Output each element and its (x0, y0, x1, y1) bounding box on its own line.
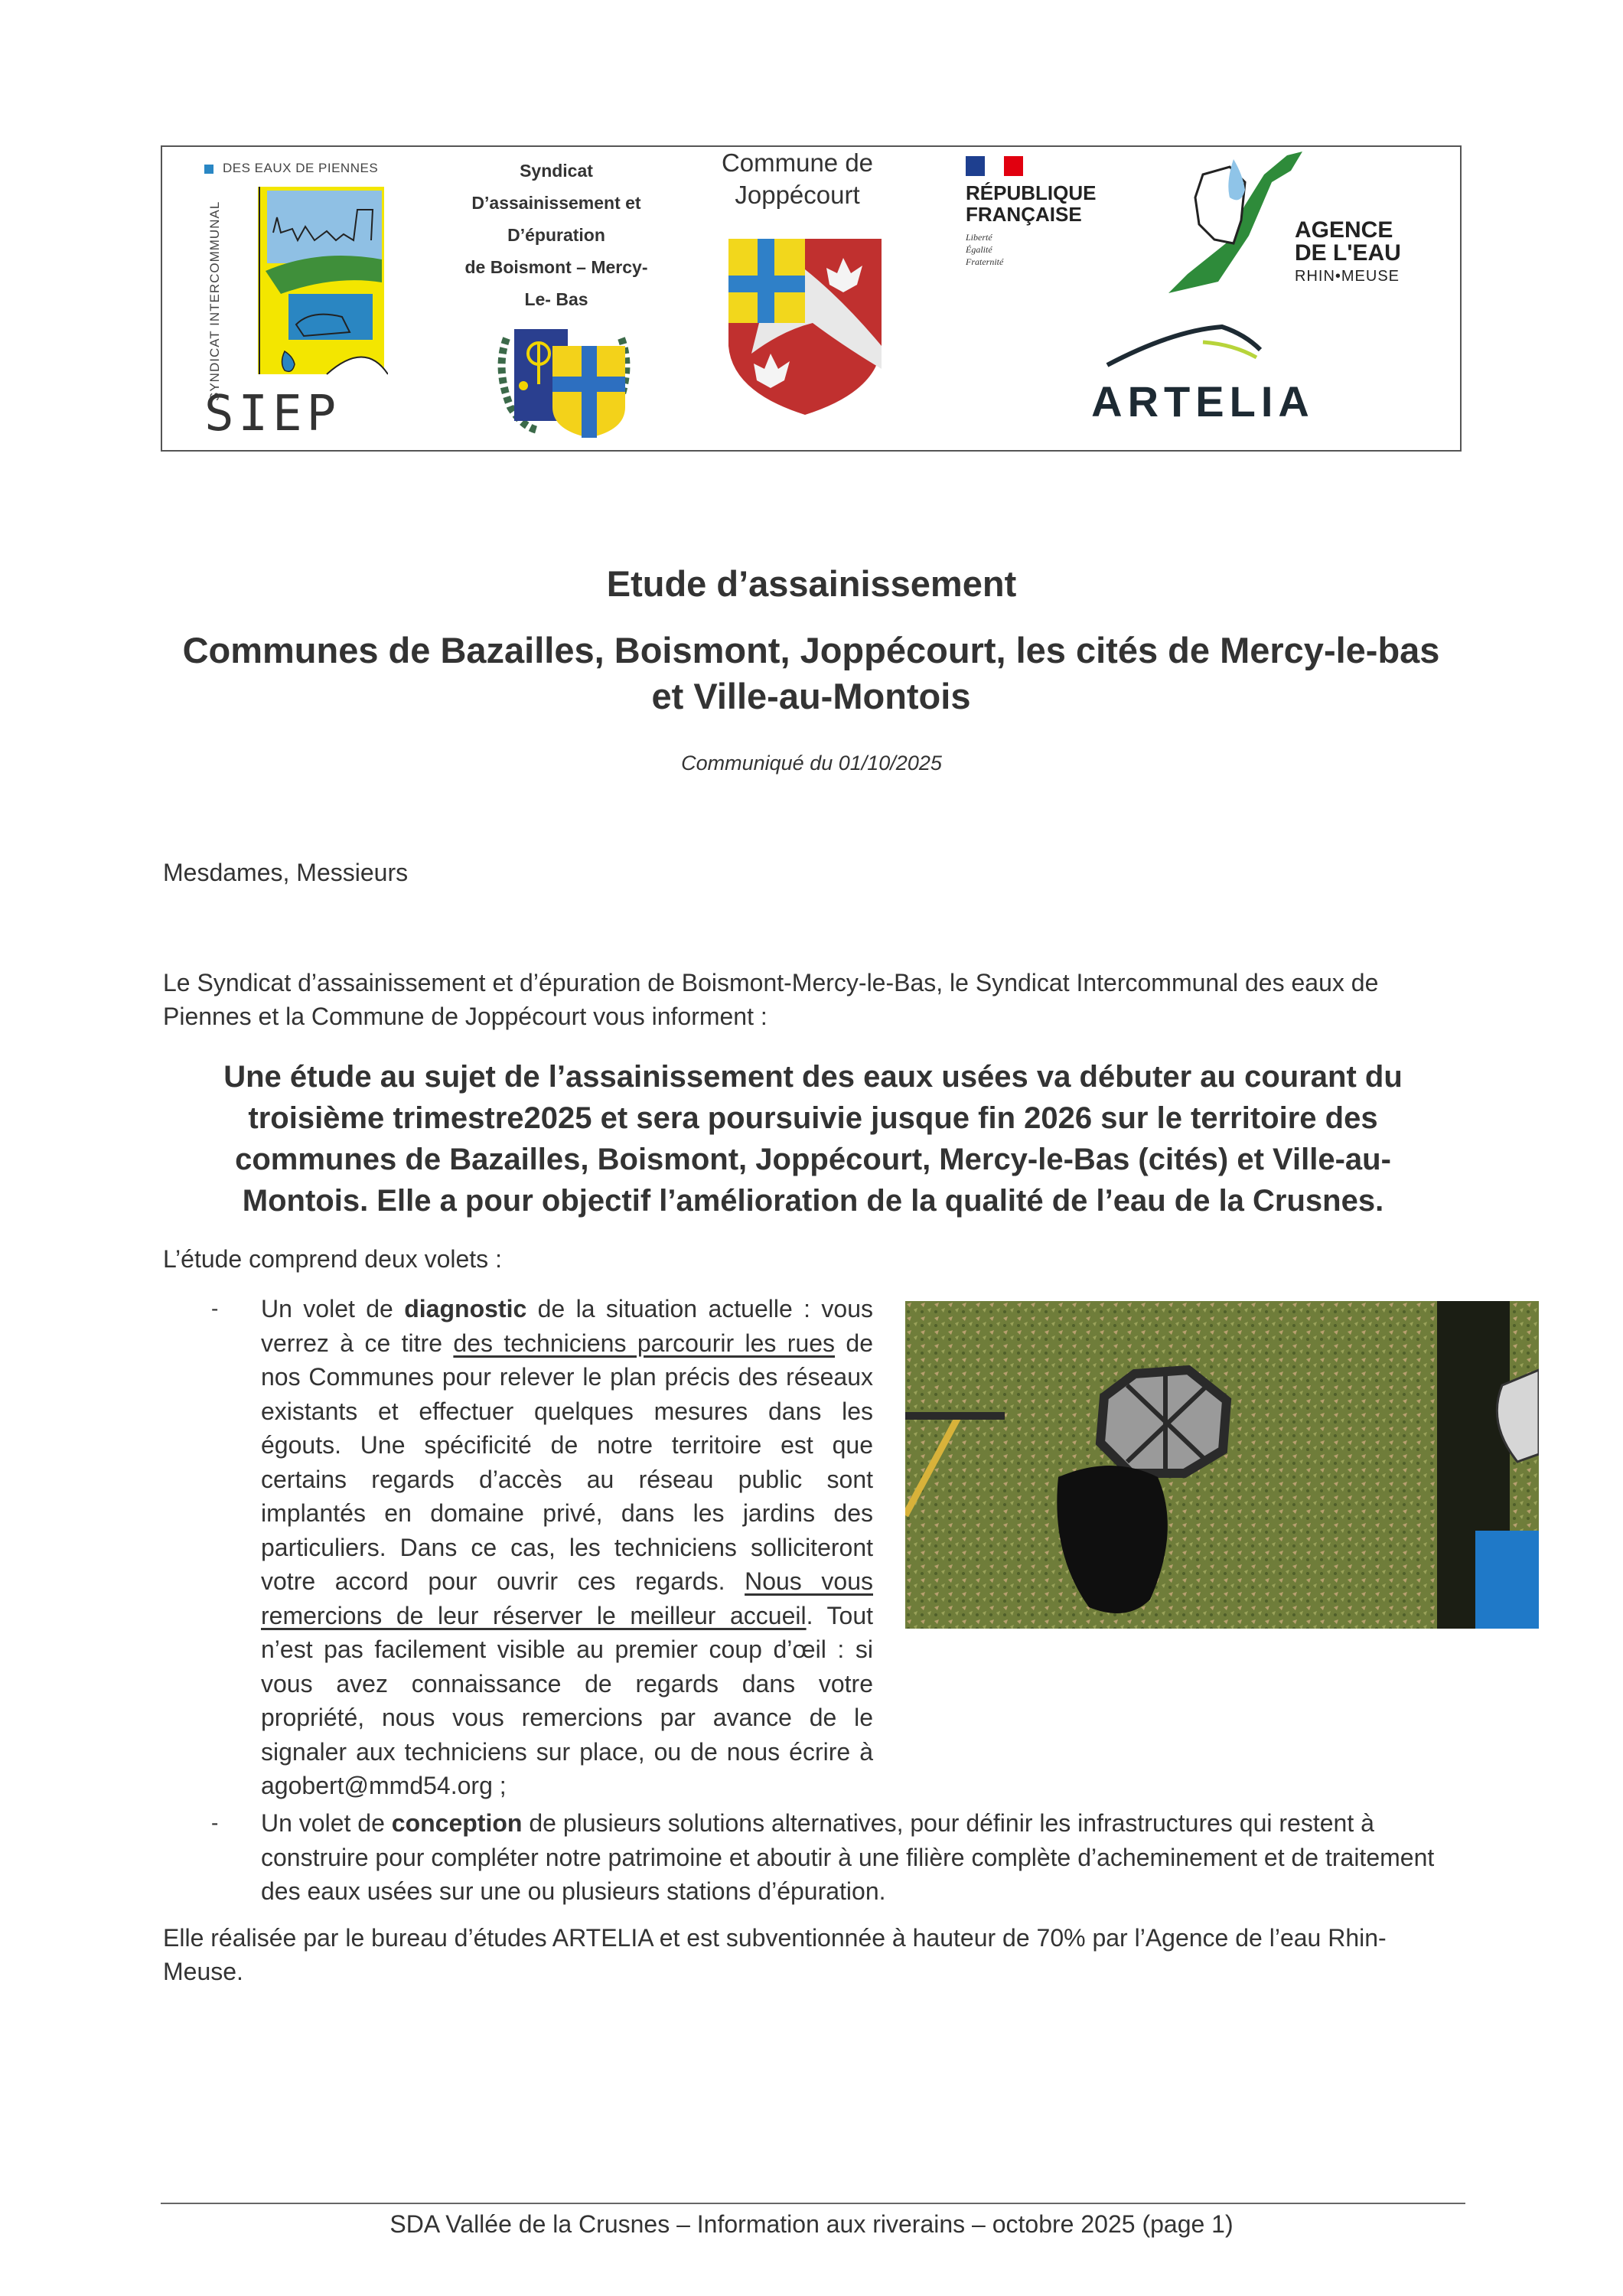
artelia-swoosh-icon (1058, 323, 1348, 384)
salutation: Mesdames, Messieurs (163, 859, 409, 886)
volets-intro: L’étude comprend deux volets : (163, 1245, 502, 1273)
marianne-flag-icon (966, 156, 1023, 176)
bullet-dash: - (211, 1811, 219, 1835)
boismont-crest-icon (491, 323, 637, 438)
joppecourt-crest-icon (728, 239, 882, 415)
syndicat-name: Syndicat D’assainissement et D’épuration de Boismont – Mercy- Le- Bas (464, 161, 648, 309)
republique-francaise-logo: RÉPUBLIQUE FRANÇAISE Liberté Égalité Fraternité (966, 156, 1134, 268)
underlined-phrase: Nous vous remercions de leur réserver le meilleur accueil (261, 1567, 873, 1629)
commune-name: Commune de Joppécourt (721, 148, 874, 209)
volet-conception: Un volet de conception de plusieurs solutions alternatives, pour définir les infrastructures qui restent à construire pour compléter notre patrimoine et aboutir à une filière complète d’acheminement et de traitement des eaux usées sur une ou plusieurs stations d’épuration. (261, 1809, 1435, 1905)
manhole-photo (905, 1301, 1539, 1629)
bullet-dash: - (211, 1296, 219, 1320)
communique-date: Communiqué du 01/10/2025 (681, 752, 942, 775)
manhole-photo-image (905, 1301, 1539, 1629)
agence-eau-logo: AGENCE DE L'EAU RHIN•MEUSE (1157, 152, 1432, 297)
siep-top-text: DES EAUX DE PIENNES (223, 161, 379, 175)
document-title: Etude d’assainissement (606, 563, 1017, 604)
volet-diagnostic: Un volet de diagnostic de la situation actuelle : vous verrez à ce titre des techniciens parcourir les rues de nos Communes pour relever le plan précis des réseaux existants et effectuer quelques mesures dans les égouts. Une spécificité de notre territoire est que certains regards d’accès au réseau public sont implantés en domaine privé, dans les jardins des particuliers. Dans ce cas, les techniciens solliciteront votre accord pour ouvrir ces regards. Nous vous remercions de leur réserver le meilleur accueil. Tout n’est pas facilement visible au premier coup d’œil : si vous avez connaissance de regards dans votre propriété, nous vous remercions par avance de le signaler aux techniciens sur place, ou de nous écrire à agobert@mmd54.org ; (261, 1295, 874, 1799)
closing-paragraph: Elle réalisée par le bureau d’études ARTELIA et est subventionnée à hauteur de 70% par l’Agence de l’eau Rhin-Meuse. (163, 1924, 1387, 1985)
rf-motto: Liberté Égalité Fraternité (966, 232, 1004, 267)
france-water-drop-icon (1157, 152, 1310, 297)
conception-keyword: conception (391, 1809, 523, 1837)
underlined-phrase: des techniciens parcourir les rues (453, 1329, 836, 1357)
siep-logo (204, 156, 392, 455)
siep-landscape-icon (250, 187, 388, 378)
siep-vertical-text: SYNDICAT INTERCOMMUNAL (207, 201, 222, 401)
intro-paragraph: Le Syndicat d’assainissement et d’épuration de Boismont-Mercy-le-Bas, le Syndicat Intercommunal des eaux de Piennes et la Commune de Joppécourt vous informent : (163, 969, 1379, 1030)
page-footer: SDA Vallée de la Crusnes – Information aux riverains – octobre 2025 (page 1) (389, 2210, 1234, 2238)
artelia-logo: ARTELIA (1058, 323, 1348, 438)
blue-square-icon (204, 165, 213, 174)
lead-announcement: Une étude au sujet de l’assainissement des eaux usées va débuter au courant du troisième trimestre2025 et sera poursuivie jusque fin 2026 sur le territoire des communes de Bazailles, Boismont, Joppécourt, Mercy-le-Bas (cités) et Ville-au-Montois. Elle a pour objectif l’amélioration de la qualité de l’eau de la Crusnes. (223, 1060, 1403, 1218)
footer-divider (161, 2203, 1465, 2204)
siep-wordmark: SIEP (204, 386, 341, 442)
partner-logos-banner (161, 145, 1462, 452)
diagnostic-keyword: diagnostic (404, 1295, 527, 1322)
document-subtitle: Communes de Bazailles, Boismont, Joppécourt, les cités de Mercy-le-bas et Ville-au-Montois (182, 630, 1440, 716)
